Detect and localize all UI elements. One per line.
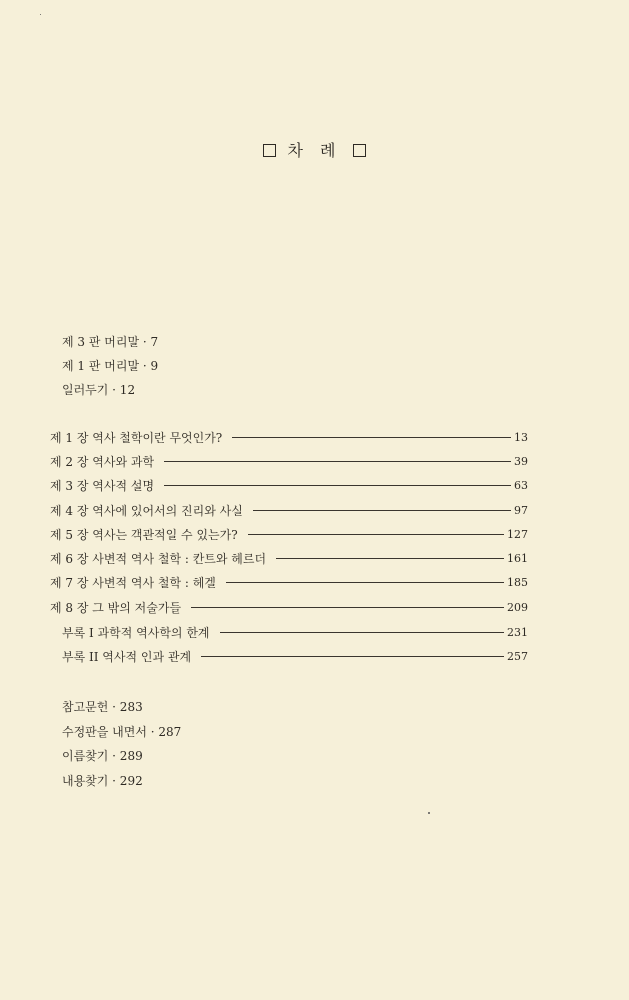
chapter-title: 제 5 장 역사는 객관적일 수 있는가? [50,527,238,542]
leader-line [226,582,504,583]
chapter-entry [50,449,528,473]
leader-line [276,558,504,559]
chapter-page: 127 [507,527,528,541]
appendix-entry [62,644,528,668]
toc-title-text: 차 례 [287,141,342,160]
chapter-entry [50,595,528,619]
paper-speck [428,812,430,814]
chapter-entry [50,571,528,595]
leader-line [164,485,511,486]
chapter-page: 39 [514,454,528,468]
leader-line [253,510,511,511]
chapter-entry [50,522,528,546]
front-matter-item: 제 1 판 머리말 · 9 [62,359,159,373]
chapter-entry [50,474,528,498]
leader-line [220,632,504,633]
front-matter-item: 제 3 판 머리말 · 7 [62,335,159,349]
appendix-title: 부록 I 과학적 역사학의 한계 [62,625,210,640]
appendix-list [62,620,528,669]
chapter-page: 13 [514,430,528,444]
box-ornament-left [263,144,276,157]
chapter-page: 97 [514,503,528,517]
chapter-title: 제 3 장 역사적 설명 [50,479,155,494]
chapter-title: 제 4 장 역사에 있어서의 진리와 사실 [50,503,243,518]
chapter-page: 161 [507,552,528,566]
chapter-entry [50,425,528,449]
chapter-list [50,425,528,619]
box-ornament-right [353,144,366,157]
chapter-page: 185 [507,576,528,590]
front-matter-item: 일러두기 · 12 [62,383,136,397]
chapter-title: 제 8 장 그 밖의 저술가들 [50,600,182,615]
leader-line [248,534,504,535]
chapter-title: 제 6 장 사변적 역사 철학 : 칸트와 헤르더 [50,552,267,567]
appendix-title: 부록 II 역사적 인과 관계 [62,649,192,664]
leader-line [191,607,504,608]
leader-line [164,461,511,462]
leader-line [201,656,504,657]
chapter-entry [50,498,528,522]
back-matter-list [62,695,181,793]
chapter-page: 209 [507,600,528,614]
back-matter-item: 수정판을 내면서 · 287 [62,724,182,739]
chapter-title: 제 2 장 역사와 과학 [50,454,155,469]
paper-speck [40,14,41,15]
front-matter-list [62,330,158,402]
appendix-entry [62,620,528,644]
chapter-entry [50,546,528,570]
back-matter-item: 내용찾기 · 292 [62,773,143,788]
appendix-page: 231 [507,625,528,639]
appendix-page: 257 [507,649,528,663]
chapter-title: 제 1 장 역사 철학이란 무엇인가? [50,430,223,445]
chapter-title: 제 7 장 사변적 역사 철학 : 헤겔 [50,576,216,591]
toc-title [0,138,629,161]
chapter-page: 63 [514,479,528,493]
back-matter-item: 이름찾기 · 289 [62,749,143,763]
leader-line [232,437,511,438]
back-matter-item: 참고문헌 · 283 [62,700,143,714]
